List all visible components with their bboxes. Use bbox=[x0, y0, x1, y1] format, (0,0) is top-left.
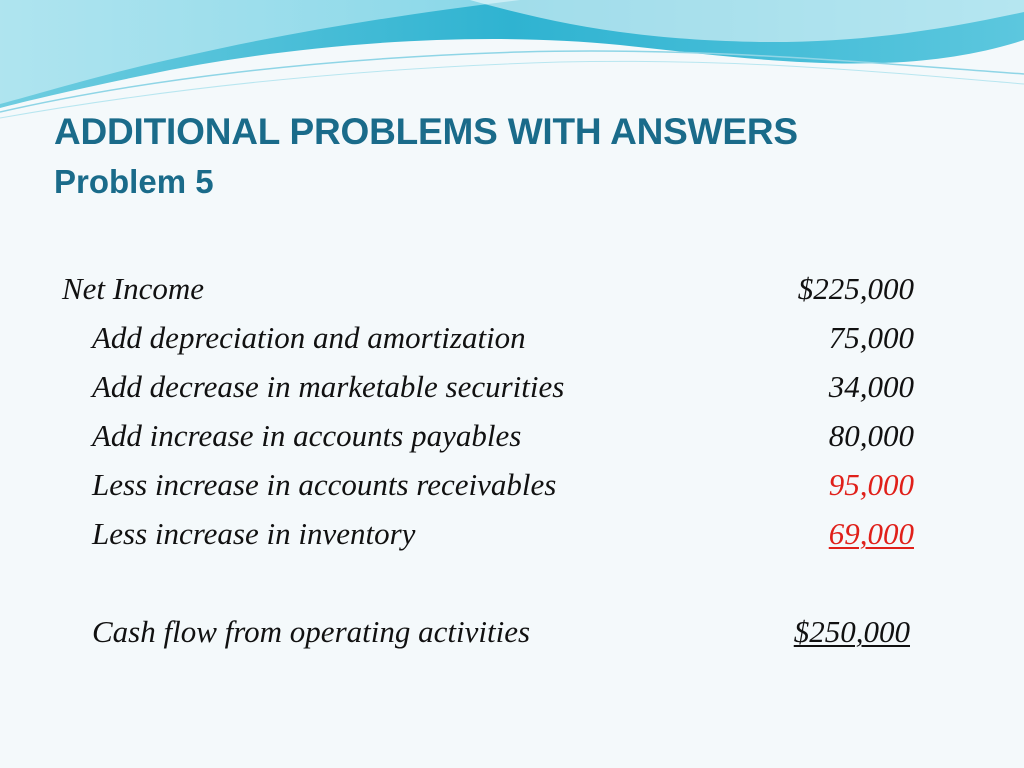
row-label: Add increase in accounts payables bbox=[92, 418, 522, 453]
row-amount: 80,000 bbox=[828, 418, 914, 453]
row-label: Add decrease in marketable securities bbox=[92, 369, 565, 404]
statement-row-accounts-payables bbox=[0, 412, 1024, 460]
total-amount: $250,000 bbox=[793, 614, 910, 649]
row-label: Less increase in inventory bbox=[92, 516, 416, 551]
statement-row-inventory bbox=[0, 510, 1024, 558]
statement-row-accounts-receivables bbox=[0, 461, 1024, 509]
row-amount: $225,000 bbox=[797, 271, 914, 306]
slide-subtitle: Problem 5 bbox=[54, 163, 214, 200]
statement-row-total bbox=[0, 608, 1024, 656]
row-label: Less increase in accounts receivables bbox=[92, 467, 557, 502]
total-label: Cash flow from operating activities bbox=[92, 614, 531, 649]
row-label: Add depreciation and amortization bbox=[92, 320, 526, 355]
statement-row-depreciation bbox=[0, 314, 1024, 362]
row-amount: 75,000 bbox=[828, 320, 914, 355]
row-amount: 34,000 bbox=[828, 369, 914, 404]
row-amount-negative: 95,000 bbox=[828, 467, 914, 502]
statement-row-marketable-securities bbox=[0, 363, 1024, 411]
row-label: Net Income bbox=[62, 271, 205, 306]
slide-title: ADDITIONAL PROBLEMS WITH ANSWERS bbox=[54, 111, 798, 152]
statement-row-net-income bbox=[0, 265, 1024, 313]
row-amount-negative: 69,000 bbox=[828, 516, 914, 551]
